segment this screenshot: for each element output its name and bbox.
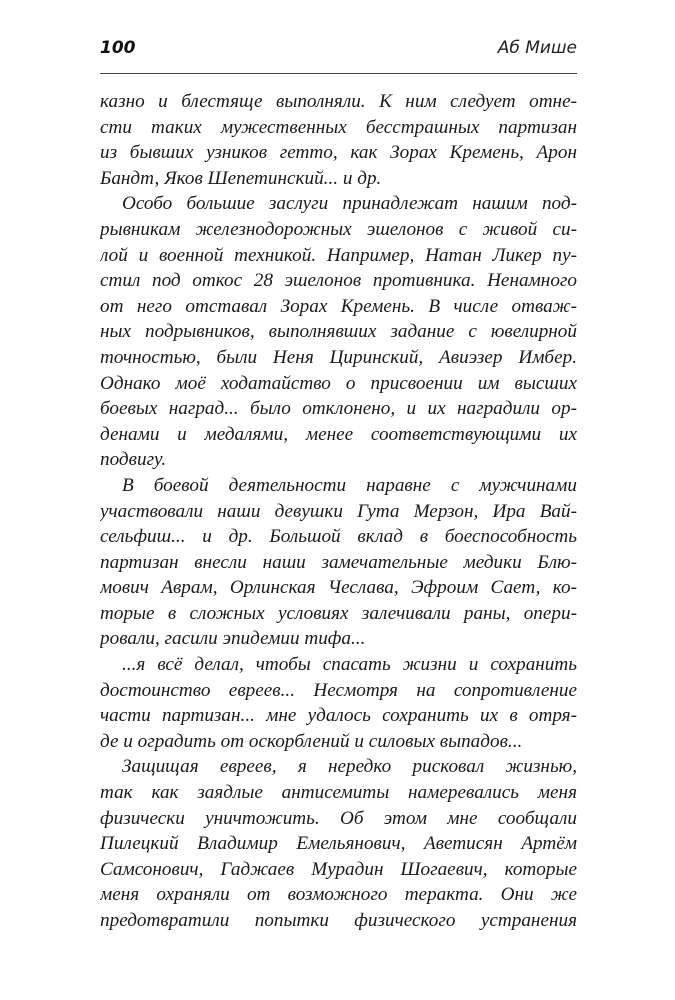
paragraph xyxy=(100,754,577,933)
header-rule xyxy=(100,73,577,74)
text-line: торые в сложных условиях залечивали раны, опери- xyxy=(100,602,577,624)
text-line: ровали, гасили эпидемии тифа... xyxy=(100,628,366,650)
text-line: меня охраняли от возможного теракта. Они же xyxy=(100,884,577,906)
text-line: рывникам железнодорожных эшелонов с живой си- xyxy=(100,218,577,240)
paragraph xyxy=(100,473,577,652)
text-line: стил под откос 28 эшелонов противника. Ненамного xyxy=(100,270,577,292)
running-head: Аб Мише xyxy=(497,38,577,58)
text-line: от него отставал Зорах Кремень. В числе отваж- xyxy=(100,295,577,317)
text-line: участвовали наши девушки Гута Мерзон, Ира Вай- xyxy=(100,500,577,522)
text-line: Бандт, Яков Шепетинский... и др. xyxy=(100,167,382,189)
text-line: мович Аврам, Орлинская Чеслава, Эфроим Сает, ко- xyxy=(100,577,577,599)
body-text xyxy=(100,89,577,934)
text-line: Особо большие заслуги принадлежат нашим под- xyxy=(122,193,577,215)
text-line: части партизан... мне удалось сохранить их в отря- xyxy=(100,705,577,727)
text-line: физически уничтожить. Об этом мне сообщали xyxy=(100,807,577,829)
text-line: партизан внесли наши замечательные медики Блю- xyxy=(100,551,577,573)
paragraph xyxy=(100,652,577,754)
text-line: денами и медалями, менее соответствующими их xyxy=(100,423,577,445)
text-line: так как заядлые антисемиты намеревались меня xyxy=(100,782,577,804)
paragraph xyxy=(100,191,577,473)
text-line: ных подрывников, выполнявших задание с ювелирной xyxy=(100,321,577,343)
text-line: подвигу. xyxy=(100,449,167,471)
text-line: ...я всё делал, чтобы спасать жизни и сохранить xyxy=(122,654,577,676)
text-line: достоинство евреев... Несмотря на сопротивление xyxy=(100,679,577,701)
text-line: Защищая евреев, я нередко рисковал жизнью, xyxy=(122,756,577,778)
text-line: боевых наград... было отклонено, и их наградили ор- xyxy=(100,398,577,420)
text-line: лой и военной техникой. Например, Натан Ликер пу- xyxy=(100,244,577,266)
page-number: 100 xyxy=(100,38,136,58)
text-line: Самсонович, Гаджаев Мурадин Шогаевич, которые xyxy=(100,858,577,880)
text-line: Однако моё ходатайство о присвоении им высших xyxy=(100,372,577,394)
paragraph xyxy=(100,89,577,191)
text-line: сти таких мужественных бесстрашных партизан xyxy=(100,116,577,138)
text-line: предотвратили попытки физического устранения xyxy=(100,910,577,931)
text-line: из бывших узников гетто, как Зорах Кремень, Арон xyxy=(100,142,577,164)
text-line: сельфиш... и др. Большой вклад в боеспособность xyxy=(100,526,577,548)
page-header xyxy=(100,38,577,68)
text-line: В боевой деятельности наравне с мужчинами xyxy=(122,474,577,496)
text-line: казно и блестяще выполняли. К ним следует отне- xyxy=(100,91,577,112)
text-line: точностью, были Неня Циринский, Авиэзер Имбер. xyxy=(100,346,577,368)
text-line: де и оградить от оскорблений и силовых выпадов... xyxy=(100,730,523,752)
text-line: Пилецкий Владимир Емельянович, Аветисян Артём xyxy=(100,833,577,855)
